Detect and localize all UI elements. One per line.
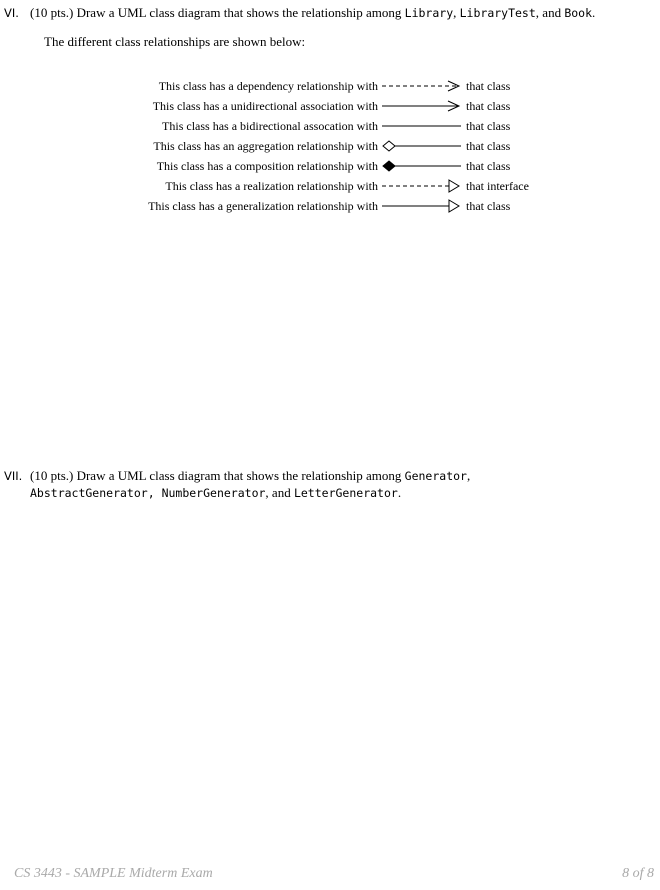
legend-row-composition — [0, 156, 660, 176]
question-7-text: Draw a UML class diagram that shows the relationship among — [73, 468, 405, 483]
legend-target: that class — [466, 79, 511, 93]
question-7-sep1: , — [466, 468, 471, 483]
legend-label: This class has a unidirectional association with — [152, 99, 378, 113]
question-7 — [4, 467, 470, 485]
aggregation-diamond-icon — [382, 136, 464, 156]
bidirectional-line-icon — [382, 116, 464, 136]
question-6-sep1: , — [453, 5, 460, 20]
class-name-book: Book — [564, 6, 593, 20]
question-6 — [4, 4, 595, 22]
question-7-line-2 — [30, 485, 401, 501]
class-name-library-test: LibraryTest — [459, 6, 536, 20]
legend-target: that class — [466, 99, 511, 113]
composition-diamond-icon — [382, 156, 464, 176]
legend-label: This class has a realization relationship with — [165, 179, 378, 193]
legend-label: This class has a composition relationship with — [156, 159, 378, 173]
legend-intro: The different class relationships are shown below: — [44, 34, 306, 49]
generalization-arrow-icon — [382, 196, 464, 216]
page-footer — [14, 866, 654, 888]
legend-target: that interface — [466, 179, 529, 193]
footer-exam-title: CS 3443 - SAMPLE Midterm Exam — [14, 866, 213, 881]
realization-arrow-icon — [382, 176, 464, 196]
question-6-points: (10 pts.) — [30, 5, 74, 20]
legend-label: This class has an aggregation relationship with — [153, 139, 378, 153]
class-name-library: Library — [404, 6, 454, 20]
legend-label: This class has a bidirectional assocation with — [162, 119, 378, 133]
legend-row-dependency — [0, 76, 660, 96]
legend-row-bidirectional — [0, 116, 660, 136]
legend-label: This class has a generalization relationship with — [148, 199, 378, 213]
question-7-end: . — [397, 485, 402, 500]
legend-target: that class — [466, 139, 511, 153]
legend-target: that class — [466, 119, 511, 133]
legend-row-realization — [0, 176, 660, 196]
class-name-number-generator: NumberGenerator — [161, 486, 266, 500]
footer-page-number: 8 of 8 — [622, 866, 654, 881]
class-name-generator: Generator — [404, 469, 467, 483]
question-6-end: . — [592, 5, 596, 20]
class-name-letter-generator: LetterGenerator — [293, 486, 398, 500]
class-name-abstract-generator: AbstractGenerator — [30, 486, 148, 500]
legend-row-aggregation — [0, 136, 660, 156]
legend-row-generalization — [0, 196, 660, 216]
legend-target: that class — [466, 199, 511, 213]
question-6-text: Draw a UML class diagram that shows the relationship among — [73, 5, 405, 20]
dependency-arrow-icon — [382, 76, 464, 96]
question-7-sep3: , and — [265, 485, 294, 500]
question-7-number: VII. — [4, 469, 23, 483]
unidirectional-arrow-icon — [382, 96, 464, 116]
question-7-sep2: , — [147, 486, 162, 500]
question-6-number: VI. — [4, 6, 19, 20]
legend-row-unidirectional — [0, 96, 660, 116]
question-7-points: (10 pts.) — [30, 468, 74, 483]
legend-target: that class — [466, 159, 511, 173]
question-6-sep2: , and — [535, 5, 565, 20]
legend-label: This class has a dependency relationship with — [158, 79, 378, 93]
